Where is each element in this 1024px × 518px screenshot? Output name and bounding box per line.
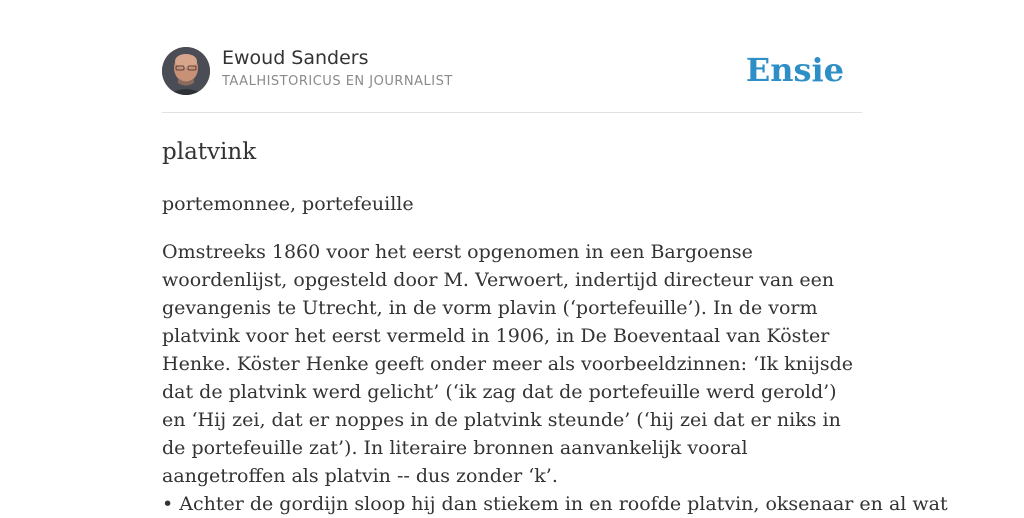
entry-definition: portemonnee, portefeuille: [162, 193, 414, 215]
entry-example: • Achter de gordijn sloop hij dan stiekem in en roofde platvin, oksenaar en al wat: [162, 493, 948, 515]
entry-title: platvink: [162, 139, 257, 165]
entry-body: Omstreeks 1860 voor het eerst opgenomen in een Bargoense woordenlijst, opgesteld door M. Verwoert, indertijd directeur van een gevangenis te Utrecht, in de vorm plavin (‘portefeuille’). In de vorm platvink voor het eerst vermeld in 1906, in De Boeventaal van Köster Henke. Köster Henke geeft onder meer als voorbeeldzinnen: ‘Ik knijsde dat de platvink werd gelicht’ (‘ik zag dat de portefeuille werd gerold’) en ‘Hij zei, dat er noppes in de platvink steunde’ (‘hij zei dat er niks in de portefeuille zat’). In literaire bronnen aanvankelijk vooral aangetroffen als platvin -- dus zonder ‘k’.: [162, 241, 854, 487]
author-avatar[interactable]: [162, 47, 210, 95]
author-header: [162, 46, 862, 113]
author-role: TAALHISTORICUS EN JOURNALIST: [222, 74, 453, 89]
person-photo-icon: [162, 47, 210, 95]
ensie-logo[interactable]: Ensie: [745, 51, 844, 89]
author-name[interactable]: Ewoud Sanders: [222, 47, 369, 69]
entry-card: [162, 46, 948, 515]
